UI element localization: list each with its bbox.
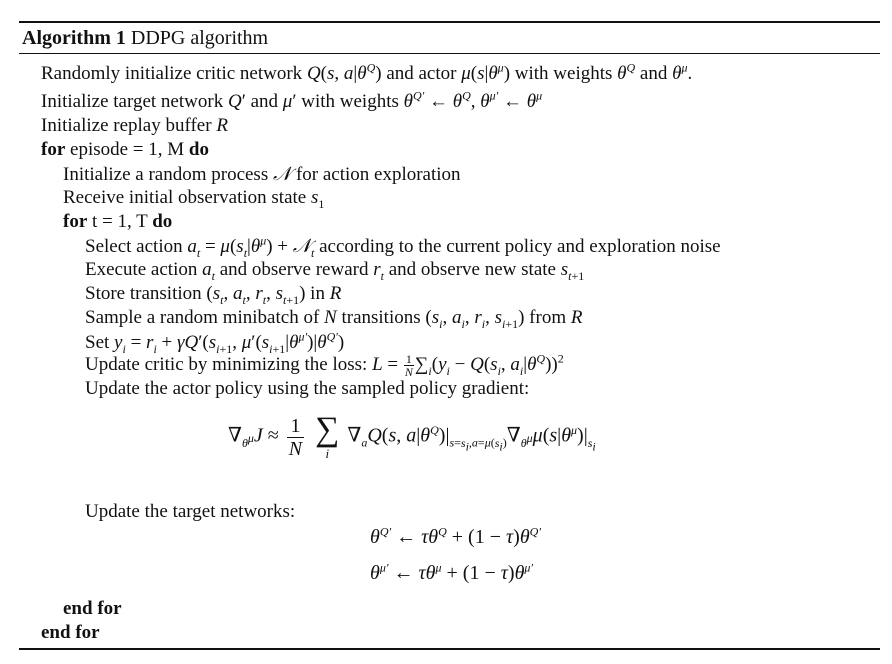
- algorithm-label: Algorithm 1: [22, 27, 126, 49]
- line-execute-action: Execute action $a_t$ and observe reward $r_t$ and observe new state $s_{t+1}$: [85, 259, 585, 283]
- line-init-process: Initialize a random process 𝒩 for action exploration: [63, 163, 461, 185]
- bottom-rule: [19, 648, 880, 650]
- line-end-for-outer: end for: [41, 622, 100, 643]
- algorithm-caption: [22, 26, 268, 50]
- line-update-critic: Update critic by minimizing the loss: L = $\frac{1}{N}$ $\sum_i(y_i - Q(s_i$, $a_i|\theta^Q))^2$: [85, 351, 564, 380]
- target-update-actor-equation: $\theta^{\mu'}$ ← $\tau\theta^\mu + (1 - \tau)\theta^{\mu'}$: [370, 560, 534, 584]
- algorithm-name: DDPG algorithm: [130, 27, 269, 49]
- one-over-n-fraction: $\frac{1}{N}$: [404, 352, 413, 380]
- summation-sign: ∑ i: [315, 411, 340, 461]
- caption-rule: [19, 53, 880, 54]
- one-over-n-display-fraction: $\frac{1}{N}$: [288, 414, 303, 460]
- line-for-t: for t = 1, T do: [63, 211, 173, 232]
- top-rule: [19, 21, 880, 23]
- line-set-target: Set $y_i = r_i + \gamma Q'(s_{i+1}$, $\mu'(s_{i+1}|\theta^{\mu'})|\theta^{Q'}$): [85, 329, 345, 356]
- line-init-target: Initialize target network Q′ and μ′ with weights $\theta^{Q'}$ ← $\theta^Q$, $\theta^{\mu'}$ ← $\theta^\mu$: [41, 88, 543, 112]
- line-init-buffer: Initialize replay buffer R: [41, 115, 228, 136]
- policy-gradient-equation: $\nabla_{\theta^\mu}J$ ≈ $\frac{1}{N}$ ∑ i $\nabla_aQ(s$, $a|\theta^Q)|_{s=s_i,a=\mu(s_i)}\nabla_{\theta^\mu}\mu(s|\theta^\mu)|_{s_i}$: [228, 411, 596, 461]
- target-update-critic-equation: $\theta^{Q'}$ ← $\tau\theta^Q + (1 - \tau)\theta^{Q'}$: [370, 524, 541, 548]
- line-receive-state: Receive initial observation state $s_1$: [63, 187, 325, 211]
- line-for-episode: for episode = 1, M do: [41, 139, 209, 160]
- line-end-for-inner: end for: [63, 598, 122, 619]
- line-store-transition: Store transition ($s_t$, $a_t$, $r_t$, $s_{t+1}$) in R: [85, 283, 342, 307]
- line-update-actor: Update the actor policy using the sampled policy gradient:: [85, 378, 530, 399]
- line-init-critic: Randomly initialize critic network Q(s, $a|\theta^Q$) and actor $\mu(s|\theta^\mu)$ with weights $\theta^Q$ and $\theta^\mu$.: [41, 60, 693, 84]
- line-select-action: Select action $a_t = \mu(s_t|\theta^\mu)$ + 𝒩$_t$ according to the current policy and exploration noise: [85, 233, 721, 260]
- line-update-targets: Update the target networks:: [85, 501, 296, 522]
- line-sample-minibatch: Sample a random minibatch of N transitions ($s_i$, $a_i$, $r_i$, $s_{i+1}$) from R: [85, 307, 583, 331]
